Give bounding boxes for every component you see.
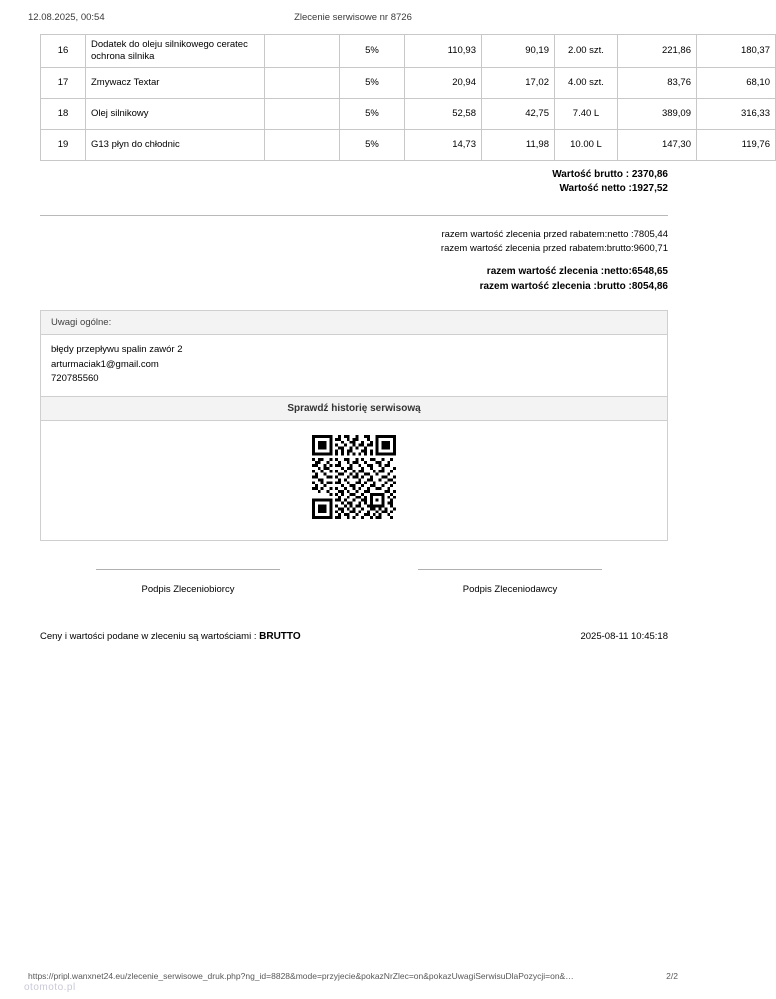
- cell-vat: 5%: [340, 98, 405, 129]
- general-notes-header: Uwagi ogólne:: [41, 311, 667, 335]
- cell-price: 52,58: [405, 98, 482, 129]
- signature-client: [390, 569, 630, 595]
- cell-vat: 5%: [340, 35, 405, 68]
- table-row: [41, 67, 776, 98]
- print-header-date: 12.08.2025, 00:54: [28, 12, 105, 23]
- summary-spacer: [40, 256, 668, 264]
- cell-vat: 5%: [340, 67, 405, 98]
- cell-price: 20,94: [405, 67, 482, 98]
- print-footer-url: https://pripl.wanxnet24.eu/zlecenie_serwisowe_druk.php?ng_id=8828&mode=przyjecie&pokazNrZlec=on&pokazUwagiSerwisuDlaPozycji=on&…: [28, 971, 574, 981]
- page-total-net: Wartość netto :1927,52: [559, 183, 668, 195]
- cell-lp: 18: [41, 98, 86, 129]
- note-line-1: błędy przepływu spalin zawór 2: [51, 344, 183, 356]
- table-row: [41, 35, 776, 68]
- cell-value-net: 180,37: [697, 35, 776, 68]
- print-footer-page: 2/2: [666, 971, 678, 981]
- cell-value-gross: 83,76: [618, 67, 697, 98]
- cell-qty: 10.00 L: [555, 129, 618, 160]
- cell-extra: [265, 98, 340, 129]
- summary-before-discount-gross: razem wartość zlecenia przed rabatem:brutto:9600,71: [440, 243, 668, 254]
- cell-name: G13 płyn do chłodnic: [86, 129, 265, 160]
- cell-price-net: 11,98: [482, 129, 555, 160]
- general-notes-body: [41, 335, 667, 396]
- price-type-note: [40, 631, 301, 642]
- cell-price-net: 90,19: [482, 35, 555, 68]
- cell-price: 110,93: [405, 35, 482, 68]
- cell-qty: 2.00 szt.: [555, 35, 618, 68]
- document-timestamp: 2025-08-11 10:45:18: [580, 631, 668, 642]
- cell-value-net: 119,76: [697, 129, 776, 160]
- cell-price-net: 17,02: [482, 67, 555, 98]
- cell-lp: 16: [41, 35, 86, 68]
- price-type-value: BRUTTO: [259, 631, 301, 642]
- signature-contractor: [68, 569, 308, 595]
- page-totals: [40, 168, 668, 197]
- cell-lp: 19: [41, 129, 86, 160]
- cell-lp: 17: [41, 67, 86, 98]
- service-history-body: [41, 421, 667, 540]
- note-line-2: arturmaciak1@gmail.com: [51, 358, 159, 370]
- signature-line: [418, 569, 602, 570]
- cell-price: 14,73: [405, 129, 482, 160]
- cell-value-net: 316,33: [697, 98, 776, 129]
- cell-extra: [265, 67, 340, 98]
- watermark: otomoto.pl: [24, 982, 76, 993]
- footer-note: [40, 631, 668, 647]
- note-line-3: 720785560: [51, 372, 99, 384]
- cell-qty: 7.40 L: [555, 98, 618, 129]
- print-header-title: Zlecenie serwisowe nr 8726: [294, 12, 412, 23]
- table-row: [41, 98, 776, 129]
- service-history-box: [40, 397, 668, 541]
- cell-price-net: 42,75: [482, 98, 555, 129]
- table-row: [41, 129, 776, 160]
- items-table: [40, 34, 776, 161]
- signatures: [40, 569, 668, 605]
- cell-name: Olej silnikowy: [86, 98, 265, 129]
- price-type-note-text: Ceny i wartości podane w zleceniu są wartościami :: [40, 631, 257, 642]
- signature-line: [96, 569, 280, 570]
- cell-value-net: 68,10: [697, 67, 776, 98]
- divider: [40, 215, 668, 216]
- print-header: [0, 12, 706, 26]
- service-history-header: Sprawdź historię serwisową: [41, 397, 667, 421]
- summary-total-net: razem wartość zlecenia :netto:6548,65: [486, 266, 668, 278]
- cell-value-gross: 221,86: [618, 35, 697, 68]
- summary-before-discount-net: razem wartość zlecenia przed rabatem:netto :7805,44: [441, 228, 668, 240]
- document-content: [40, 34, 770, 647]
- signature-client-label: Podpis Zleceniodawcy: [462, 584, 558, 595]
- order-summary: [40, 228, 668, 295]
- cell-value-gross: 389,09: [618, 98, 697, 129]
- signature-contractor-label: Podpis Zleceniobiorcy: [141, 584, 235, 595]
- print-footer: [0, 971, 706, 983]
- qr-code-icon[interactable]: [312, 435, 396, 519]
- cell-vat: 5%: [340, 129, 405, 160]
- cell-name: Zmywacz Textar: [86, 67, 265, 98]
- cell-value-gross: 147,30: [618, 129, 697, 160]
- cell-name: Dodatek do oleju silnikowego ceratec ochrona silnika: [86, 35, 265, 68]
- cell-qty: 4.00 szt.: [555, 67, 618, 98]
- general-notes-box: [40, 310, 668, 397]
- page-total-gross: Wartość brutto : 2370,86: [552, 168, 668, 180]
- summary-total-gross: razem wartość zlecenia :brutto :8054,86: [479, 281, 668, 293]
- cell-extra: [265, 129, 340, 160]
- cell-extra: [265, 35, 340, 68]
